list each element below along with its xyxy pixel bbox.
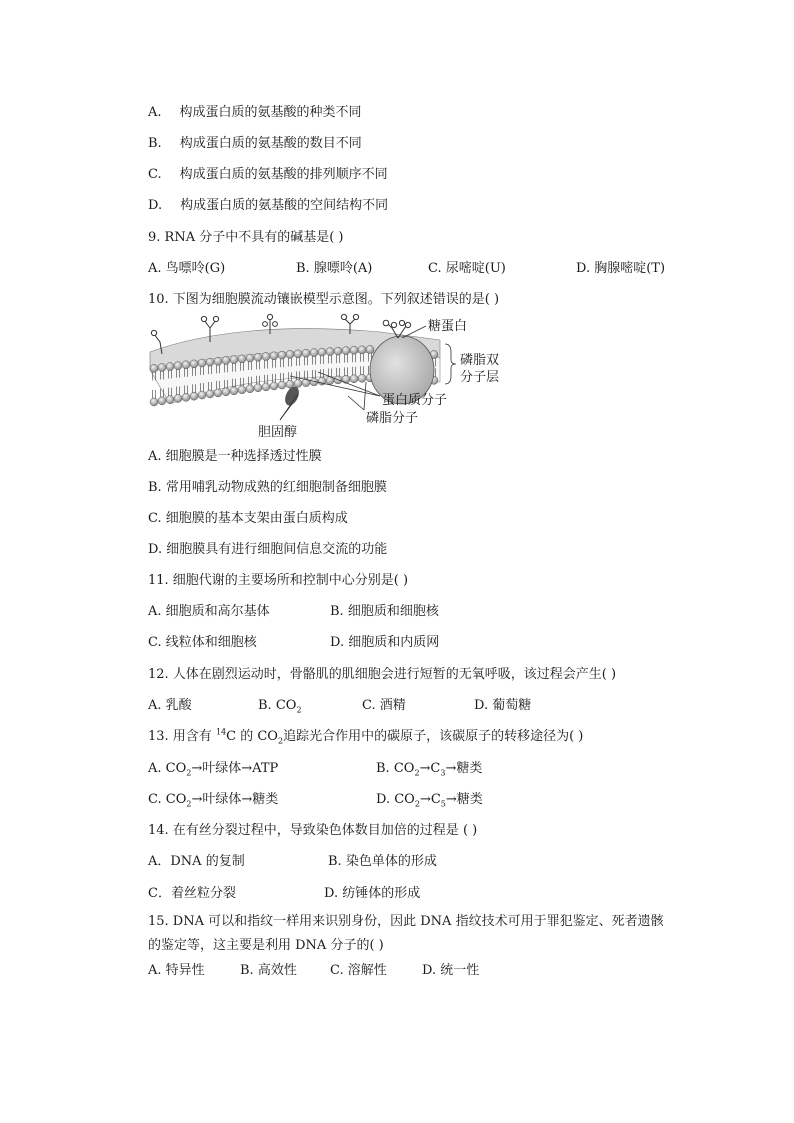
q10-option-a: A. 细胞膜是一种选择透过性膜 (148, 449, 322, 464)
stem-part: 追踪光合作用中的碳原子，该碳原子的转移途径为( ) (283, 729, 584, 744)
phospholipid-head (358, 346, 366, 354)
q13-option-b (376, 760, 482, 778)
phospholipid-head (270, 352, 278, 360)
phospholipid-head (190, 392, 198, 400)
q13-option-d (376, 791, 483, 809)
q8-option-c (148, 166, 388, 184)
phospholipid-head (294, 379, 302, 387)
phospholipid-head (350, 375, 358, 383)
option-part: →糖类 (445, 761, 483, 776)
phospholipid-head (206, 390, 214, 398)
label-cholesterol: 胆固醇 (258, 425, 298, 440)
q9-stem: 9. RNA 分子中不具有的碱基是( ) (148, 230, 344, 245)
option-text: 构成蛋白质的氨基酸的排列顺序不同 (179, 167, 388, 182)
q8-option-a (148, 104, 362, 122)
subscript: 2 (296, 705, 302, 715)
q14-option-a: A．DNA 的复制 (148, 854, 245, 869)
q11-option-a: A. 细胞质和高尔基体 (148, 604, 270, 619)
phospholipid-head (222, 388, 230, 396)
q10-option-c: C. 细胞膜的基本支架由蛋白质构成 (148, 511, 348, 526)
option-part: →糖类 (445, 792, 483, 807)
phospholipid-head (326, 348, 334, 356)
label-bilayer-line2: 分子层 (460, 370, 500, 385)
phospholipid-head (358, 374, 366, 382)
q11-option-c: C. 线粒体和细胞核 (148, 635, 257, 650)
q12-stem: 12. 人体在剧烈运动时，骨骼肌的肌细胞会进行短暂的无氧呼吸，该过程会产生( ) (148, 667, 617, 682)
option-letter: A. (148, 105, 162, 120)
phospholipid-head (286, 350, 294, 358)
q12-option-a: A. 乳酸 (148, 698, 192, 713)
phospholipid-head (294, 350, 302, 358)
phospholipid-head (350, 346, 358, 354)
superscript: 14 (215, 727, 227, 737)
q13-option-a (148, 760, 278, 778)
phospholipid-head (302, 349, 310, 357)
q12-option-d: D. 葡萄糖 (474, 698, 532, 713)
phospholipid-head (174, 362, 182, 370)
phospholipid-head (246, 354, 254, 362)
q9-option-c: C. 尿嘧啶(U) (428, 261, 506, 276)
option-text: 构成蛋白质的氨基酸的数目不同 (179, 136, 362, 151)
stem-part: C 的 CO (226, 729, 278, 744)
phospholipid-head (262, 383, 270, 391)
option-text: 构成蛋白质的氨基酸的种类不同 (179, 105, 362, 120)
phospholipid-head (182, 361, 190, 369)
phospholipid-head (238, 355, 246, 363)
phospholipid-head (150, 364, 158, 372)
phospholipid-head (334, 347, 342, 355)
phospholipid-head (254, 353, 262, 361)
q8-option-d (148, 197, 388, 215)
q15-stem-line1: 15. DNA 可以和指纹一样用来识别身份，因此 DNA 指纹技术可用于罪犯鉴定、死者遗骸 (148, 914, 664, 929)
phospholipid-head (278, 351, 286, 359)
subscript: 3 (440, 768, 446, 778)
option-text: B. CO (258, 698, 297, 713)
subscript: 2 (277, 736, 284, 746)
option-part: →叶绿体→ATP (191, 761, 279, 776)
cell-membrane-diagram (140, 312, 520, 444)
q15-stem-line2: 的鉴定等，这主要是利用 DNA 分子的( ) (148, 938, 384, 953)
option-letter: B. (148, 136, 162, 151)
q10-stem: 10. 下图为细胞膜流动镶嵌模型示意图。下列叙述错误的是( ) (148, 292, 500, 307)
phospholipid-tail (153, 390, 156, 399)
option-part: A. CO (148, 761, 187, 776)
subscript: 2 (414, 799, 420, 809)
label-phospholipid: 磷脂分子 (366, 411, 419, 426)
phospholipid-head (230, 387, 238, 395)
subscript: 2 (186, 768, 192, 778)
option-part: →C (419, 792, 441, 807)
option-part: →叶绿体→糖类 (191, 792, 279, 807)
phospholipid-head (158, 397, 166, 405)
q11-stem: 11. 细胞代谢的主要场所和控制中心分别是( ) (148, 573, 409, 588)
phospholipid-head (166, 363, 174, 371)
q14-option-d: D. 纺锤体的形成 (324, 886, 421, 901)
q11-option-d: D. 细胞质和内质网 (330, 635, 440, 650)
q12-option-c: C. 酒精 (362, 698, 406, 713)
q14-stem: 14. 在有丝分裂过程中，导致染色体数目加倍的过程是 ( ) (148, 823, 478, 838)
stem-part: 13. 用含有 (148, 729, 216, 744)
phospholipid-head (230, 356, 238, 364)
phospholipid-head (262, 353, 270, 361)
phospholipid-head (270, 382, 278, 390)
q15-option-a: A. 特异性 (148, 963, 205, 978)
phospholipid-head (150, 398, 158, 406)
q8-option-b (148, 135, 362, 153)
phospholipid-head (190, 360, 198, 368)
phospholipid-head (238, 386, 246, 394)
q9-option-a: A. 鸟嘌呤(G) (148, 261, 226, 276)
option-part: D. CO (376, 792, 415, 807)
phospholipid-head (278, 381, 286, 389)
phospholipid-head (246, 385, 254, 393)
q15-option-c: C. 溶解性 (330, 963, 387, 978)
phospholipid-head (342, 347, 350, 355)
phospholipid-head (206, 358, 214, 366)
phospholipid-head (158, 363, 166, 371)
q10-option-b: B. 常用哺乳动物成熟的红细胞制备细胞膜 (148, 480, 387, 495)
option-text: 构成蛋白质的氨基酸的空间结构不同 (180, 198, 389, 213)
subscript: 2 (414, 768, 420, 778)
q13-option-c (148, 791, 278, 809)
q9-option-d: D. 胸腺嘧啶(T) (576, 261, 666, 276)
option-part: B. CO (376, 761, 415, 776)
phospholipid-head (310, 349, 318, 357)
phospholipid-head (222, 356, 230, 364)
phospholipid-head (166, 396, 174, 404)
phospholipid-head (182, 393, 190, 401)
label-bilayer-line1: 磷脂双 (460, 353, 500, 368)
phospholipid-head (214, 357, 222, 365)
q11-option-b: B. 细胞质和细胞核 (330, 604, 439, 619)
subscript: 5 (440, 799, 446, 809)
subscript: 2 (186, 799, 192, 809)
phospholipid-head (174, 394, 182, 402)
option-part: C. CO (148, 792, 187, 807)
q15-option-d: D. 统一性 (422, 963, 480, 978)
option-part: →C (419, 761, 441, 776)
option-letter: C. (148, 167, 162, 182)
phospholipid-head (198, 391, 206, 399)
phospholipid-head (198, 359, 206, 367)
q9-option-b: B. 腺嘌呤(A) (296, 261, 373, 276)
q14-option-c: C．着丝粒分裂 (148, 886, 236, 901)
q14-option-b: B. 染色单体的形成 (328, 854, 437, 869)
phospholipid-head (366, 345, 374, 353)
q10-option-d: D. 细胞膜具有进行细胞间信息交流的功能 (148, 542, 388, 557)
label-glycoprotein: 糖蛋白 (428, 319, 468, 334)
label-protein: 蛋白质分子 (382, 393, 448, 408)
option-letter: D. (148, 198, 163, 213)
phospholipid-head (318, 348, 326, 356)
q15-option-b: B. 高效性 (240, 963, 297, 978)
phospholipid-head (214, 389, 222, 397)
phospholipid-head (254, 384, 262, 392)
q12-option-b (258, 697, 302, 715)
q13-stem (148, 728, 583, 746)
